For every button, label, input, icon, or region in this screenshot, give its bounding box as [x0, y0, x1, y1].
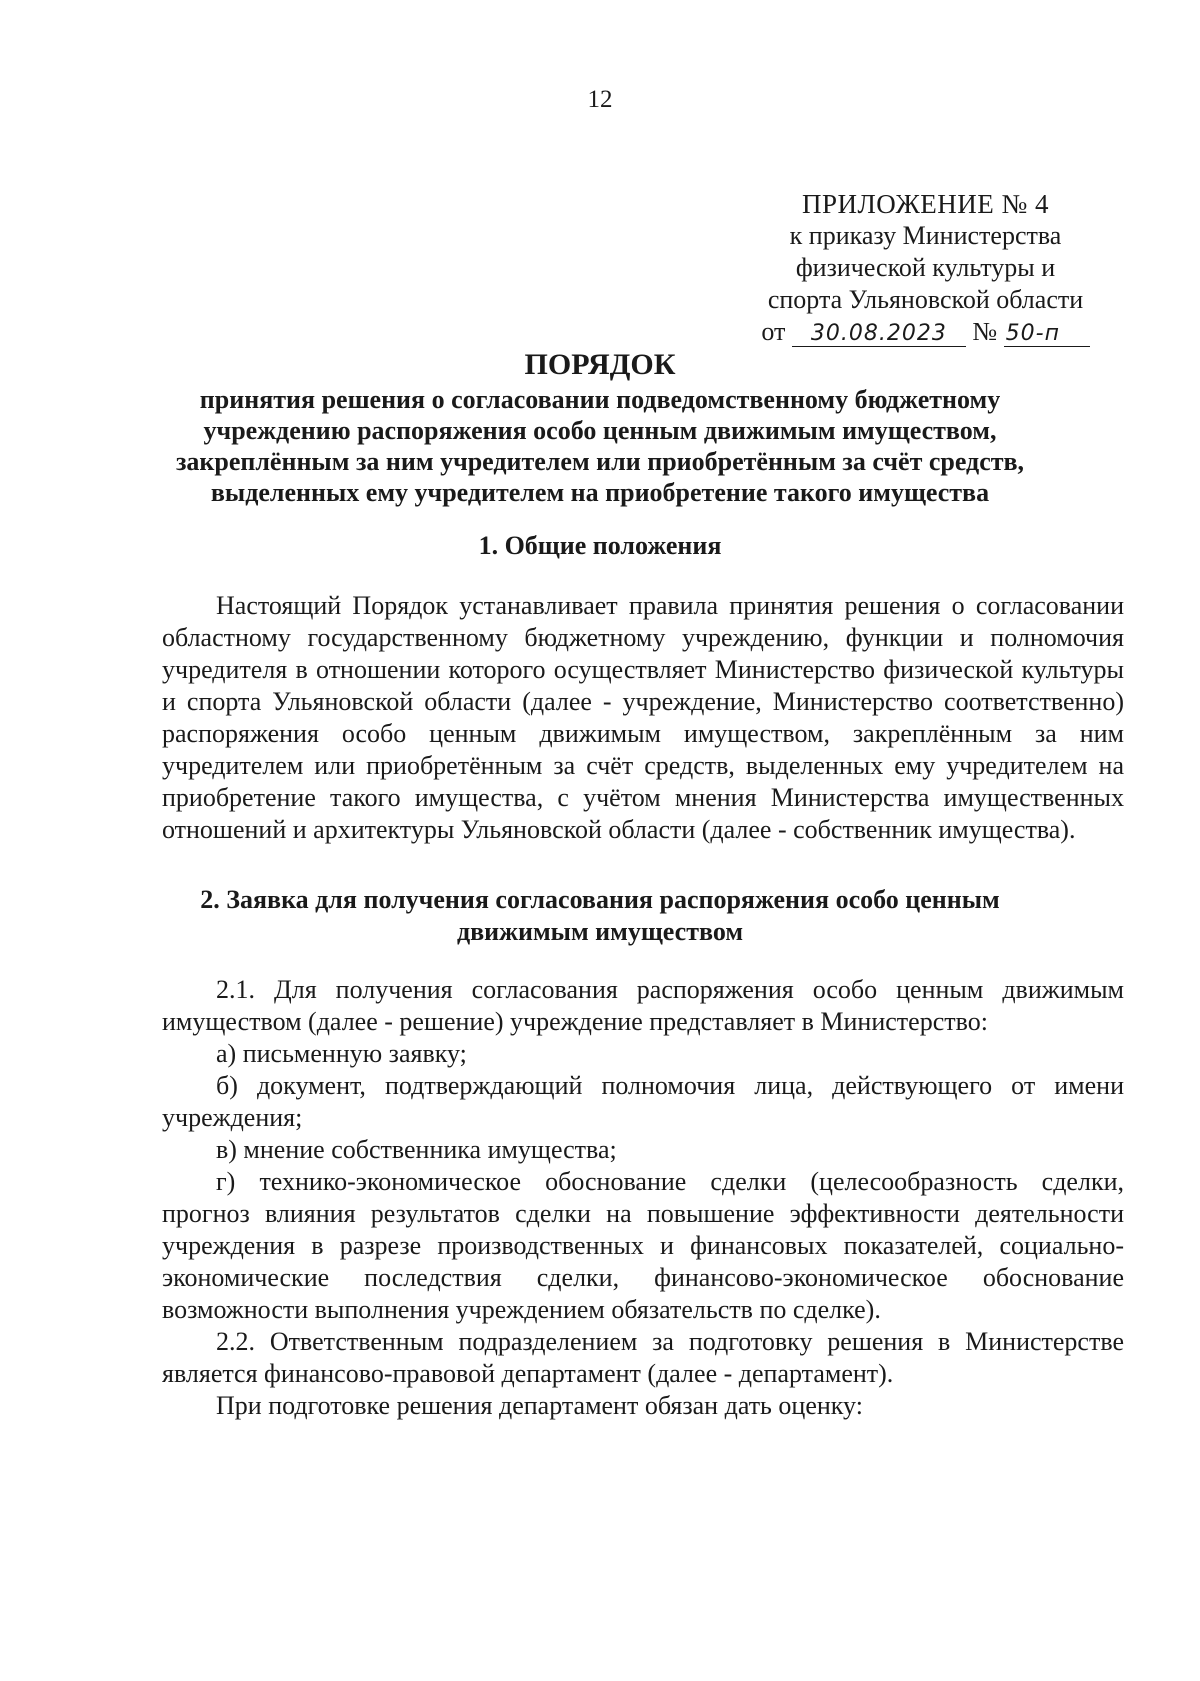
document-title: ПОРЯДОК: [524, 348, 676, 381]
clause-2-2: 2.2. Ответственным подразделением за подготовку решения в Министерстве является финансово-правовой департамент (далее - департамент).: [162, 1327, 1124, 1388]
section-1-body: [162, 590, 1124, 846]
appendix-date-line: [748, 316, 1103, 348]
clause-2-1: 2.1. Для получения согласования распоряжения особо ценным движимым имуществом (далее - решение) учреждение представляет в Министерство:: [162, 975, 1124, 1036]
list-item-a: а) письменную заявку;: [216, 1039, 467, 1068]
appendix-block: [748, 188, 1103, 348]
section-2-body: [162, 974, 1124, 1422]
document-subtitle: принятия решения о согласовании подведомственному бюджетному учреждению распоряжения особо ценным движимым имуществом, закреплённым за ним учредителем или приобретённым за счёт средств, выделенных ему учредителем на приобретение такого имущества: [175, 385, 1025, 507]
section-2-heading: 2. Заявка для получения согласования распоряжения особо ценным движимым имуществом: [200, 885, 1000, 946]
number-prefix: №: [972, 317, 998, 346]
date-prefix: от: [761, 317, 786, 346]
handwritten-number: 50-п: [1004, 322, 1090, 347]
page-number: 12: [587, 86, 613, 113]
clause-2-2-continuation: При подготовке решения департамент обязан дать оценку:: [216, 1391, 863, 1420]
list-item-b: б) документ, подтверждающий полномочия лица, действующего от имени учреждения;: [162, 1071, 1124, 1132]
appendix-line-2: физической культуры и: [795, 253, 1056, 282]
handwritten-date: 30.08.2023: [792, 322, 966, 347]
appendix-line-3: спорта Ульяновской области: [767, 285, 1084, 314]
section-1-paragraph: Настоящий Порядок устанавливает правила принятия решения о согласовании областному государственному бюджетному учреждению, функции и полномочия учредителя в отношении которого осуществляет Министерство физической культуры и спорта Ульяновской области (далее - учреждение, Министерство соответственно) распоряжения особо ценным движимым имуществом, закреплённым за ним учредителем или приобретённым за счёт средств, выделенных ему учредителем на приобретение такого имущества, с учётом мнения Министерства имущественных отношений и архитектуры Ульяновской области (далее - собственник имущества).: [162, 591, 1124, 844]
list-item-v: в) мнение собственника имущества;: [216, 1135, 617, 1164]
document-title-block: [150, 346, 1050, 508]
list-item-g: г) технико-экономическое обоснование сделки (целесообразность сделки, прогноз влияния результатов сделки на повышение эффективности деятельности учреждения в разрезе производственных и финансовых показателей, социально-экономические последствия сделки, финансово-экономическое обоснование возможности выполнения учреждением обязательств по сделке).: [162, 1167, 1124, 1324]
appendix-line-1: к приказу Министерства: [789, 221, 1062, 250]
appendix-heading: ПРИЛОЖЕНИЕ № 4: [801, 189, 1050, 219]
section-1-heading: 1. Общие положения: [478, 531, 722, 560]
